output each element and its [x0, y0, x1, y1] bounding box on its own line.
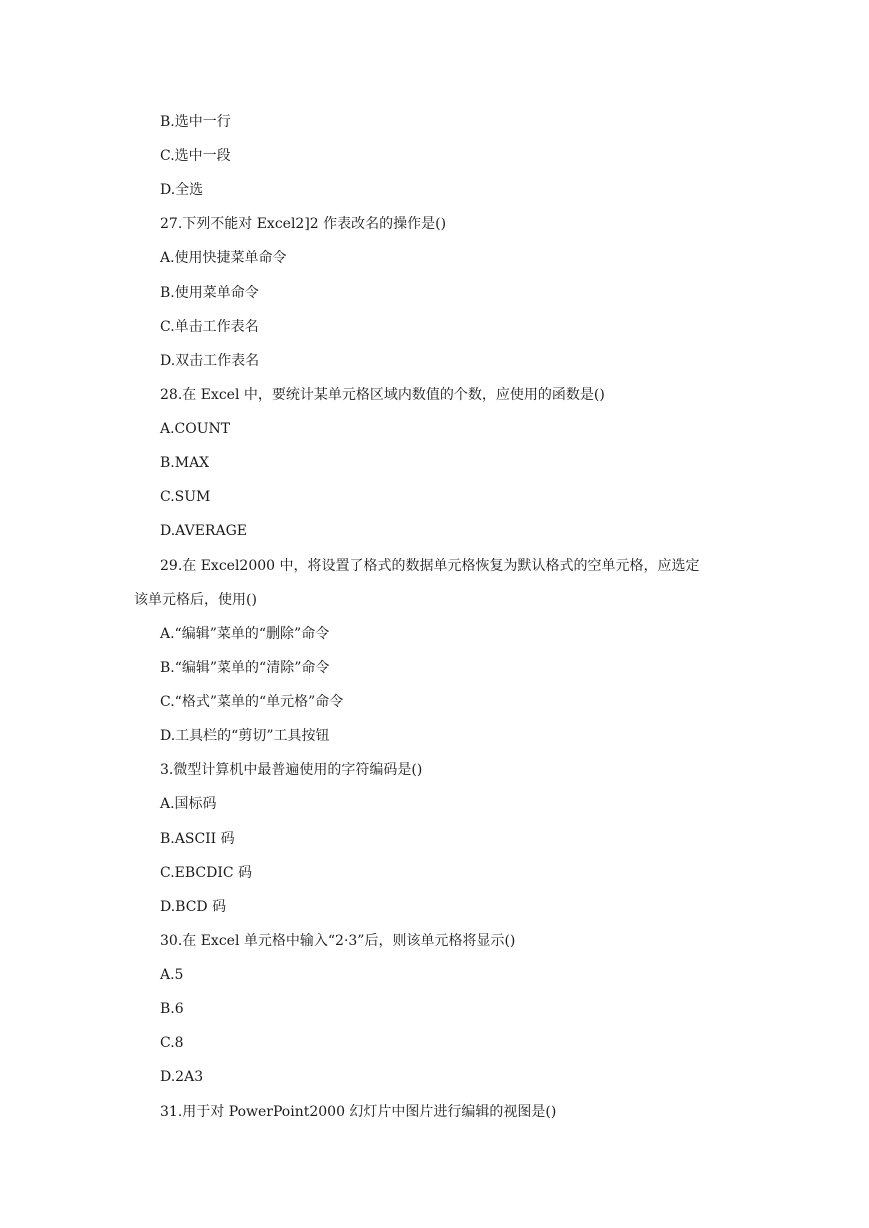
option-line: D.工具栏的“剪切”工具按钮	[160, 728, 330, 744]
option-line: C.“格式”菜单的“单元格”命令	[160, 694, 344, 710]
option-line: D.BCD 码	[160, 899, 227, 915]
option-line: B.6	[160, 1001, 184, 1017]
question-line: 29.在 Excel2000 中，将设置了格式的数据单元格恢复为默认格式的空单元格，应选定	[160, 558, 700, 574]
option-line: D.双击工作表名	[160, 353, 260, 369]
question-line: 3.微型计算机中最普遍使用的字符编码是()	[160, 762, 423, 778]
question-continuation-line: 该单元格后，使用()	[134, 592, 257, 608]
option-line: C.SUM	[160, 489, 211, 505]
option-line: C.选中一段	[160, 148, 231, 164]
question-line: 27.下列不能对 Excel2]2 作表改名的操作是()	[160, 216, 447, 232]
option-line: A.国标码	[160, 796, 217, 812]
option-line: B.选中一行	[160, 114, 231, 130]
option-line: B.使用菜单命令	[160, 285, 259, 301]
option-line: C.EBCDIC 码	[160, 865, 253, 881]
question-line: 31.用于对 PowerPoint2000 幻灯片中图片进行编辑的视图是()	[160, 1104, 557, 1120]
option-line: A.COUNT	[160, 421, 231, 437]
option-line: C.单击工作表名	[160, 319, 259, 335]
option-line: D.AVERAGE	[160, 523, 247, 539]
option-line: D.全选	[160, 182, 204, 198]
question-line: 28.在 Excel 中，要统计某单元格区域内数值的个数，应使用的函数是()	[160, 387, 605, 403]
option-line: A.5	[160, 967, 184, 983]
option-line: A.使用快捷菜单命令	[160, 250, 287, 266]
question-line: 30.在 Excel 单元格中输入“2·3”后，则该单元格将显示()	[160, 933, 516, 949]
option-line: C.8	[160, 1035, 184, 1051]
option-line: D.2A3	[160, 1069, 204, 1085]
option-line: A.“编辑”菜单的“删除”命令	[160, 626, 330, 642]
option-line: B.MAX	[160, 455, 210, 471]
option-line: B.ASCII 码	[160, 831, 235, 847]
option-line: B.“编辑”菜单的“清除”命令	[160, 660, 330, 676]
